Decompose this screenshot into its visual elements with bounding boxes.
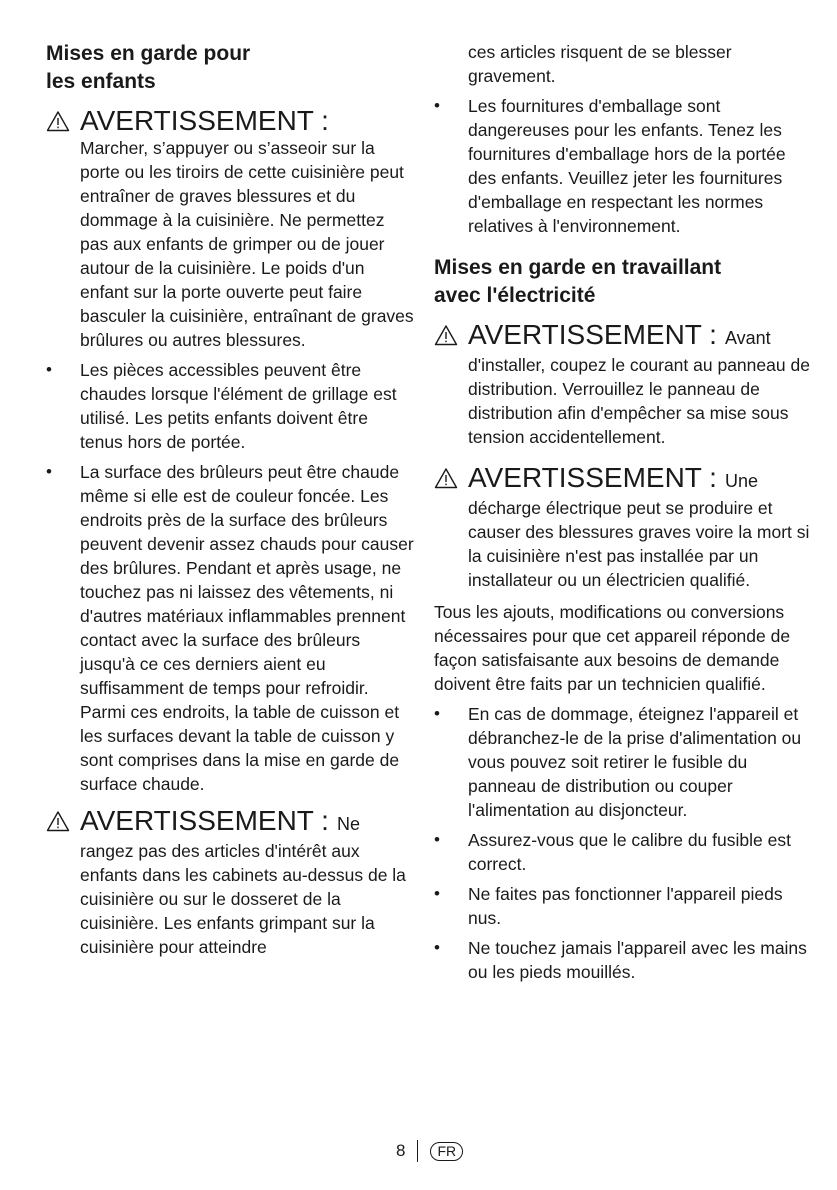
language-badge: FR bbox=[430, 1142, 463, 1161]
warning-body-4: décharge électrique peut se produire et causer des blessures graves voire la mort si la cuisinière n'est pas installée par un installateur ou un électricien qualifié. bbox=[468, 498, 810, 590]
list-item: • Ne faites pas fonctionner l'appareil pieds nus. bbox=[434, 882, 814, 930]
page-footer bbox=[396, 1140, 463, 1162]
warning-body-2: rangez pas des articles d'intérêt aux enfants dans les cabinets au-dessus de la cuisinière ou sur le dosseret de la cuisinière. Les enfants grimpant sur la cuisinière pour atteindre bbox=[80, 841, 406, 957]
section-title-children: Mises en garde pour les enfants bbox=[46, 42, 251, 93]
warning-heading-3: AVERTISSEMENT : Avant bbox=[434, 320, 814, 353]
right-column bbox=[434, 40, 814, 990]
list-item: • En cas de dommage, éteignez l'appareil et débranchez-le de la prise d'alimentation ou vous pouvez soit retirer le fusible du panneau de distribution ou couper l'alimentation au disjoncteur. bbox=[434, 702, 814, 822]
list-item: • Les pièces accessibles peuvent être chaudes lorsque l'élément de grillage est utilisé. Les petits enfants doivent être tenus hors de portée. bbox=[46, 358, 414, 454]
list-item: • La surface des brûleurs peut être chaude même si elle est de couleur foncée. Les endroits près de la surface des brûleurs peuvent devenir assez chauds pour causer des brûlures. Pendant et après usage, ne touchez pas ni laissez des vêtements, ni d'autres matériaux inflammables prennent contact avec la surface des brûleurs jusqu'à ce ces derniers aient eu suffisamment de temps pour refroidir. Parmi ces endroits, la table de cuisson et les surfaces devant la table de cuisson y sont comprises dans la mise en garde de surface chaude. bbox=[46, 460, 414, 796]
section-title-electricity: Mises en garde en travaillant avec l'électricité bbox=[434, 256, 722, 307]
packaging-bullet-list bbox=[434, 94, 814, 238]
continuation-text: ces articles risquent de se blesser gravement. bbox=[468, 42, 732, 86]
warning-heading-2: AVERTISSEMENT : Ne bbox=[46, 806, 414, 839]
warning-body-1: Marcher, s’appuyer ou s’asseoir sur la porte ou les tiroirs de cette cuisinière peut entraîner de graves blessures et du dommage à la cuisinière. Ne permettez pas aux enfants de grimper ou de jouer autour de la cuisinière. Le poids d'un enfant sur la porte ouverte peut faire basculer la cuisinière, entraînant de graves brûlures ou autres blessures. bbox=[80, 138, 414, 350]
left-column bbox=[46, 40, 414, 959]
list-item: • Les fournitures d'emballage sont dangereuses pour les enfants. Tenez les fournitures d'emballage hors de la portée des enfants. Veuillez jeter les fournitures d'emballage en respectant les normes relatives à l'environnement. bbox=[434, 94, 814, 238]
list-item: • Assurez-vous que le calibre du fusible est correct. bbox=[434, 828, 814, 876]
warning-heading-4: AVERTISSEMENT : Une bbox=[434, 463, 814, 496]
list-item: • Ne touchez jamais l'appareil avec les mains ou les pieds mouillés. bbox=[434, 936, 814, 984]
warning-triangle-icon bbox=[46, 810, 70, 832]
electricity-bullet-list bbox=[434, 702, 814, 984]
warning-body-3: d'installer, coupez le courant au panneau de distribution. Verrouillez le panneau de distribution afin d'empêcher sa mise sous tension accidentellement. bbox=[468, 355, 810, 447]
warning-triangle-icon bbox=[434, 324, 458, 346]
page-number: 8 bbox=[396, 1141, 406, 1160]
technician-paragraph: Tous les ajouts, modifications ou conversions nécessaires pour que cet appareil réponde de façon satisfaisante aux besoins de demande doivent être faits par un technicien qualifié. bbox=[434, 602, 791, 694]
warning-heading-1: AVERTISSEMENT : bbox=[46, 106, 414, 136]
warning-triangle-icon bbox=[46, 110, 70, 132]
children-bullet-list bbox=[46, 358, 414, 796]
footer-divider bbox=[417, 1140, 418, 1162]
warning-triangle-icon bbox=[434, 467, 458, 489]
